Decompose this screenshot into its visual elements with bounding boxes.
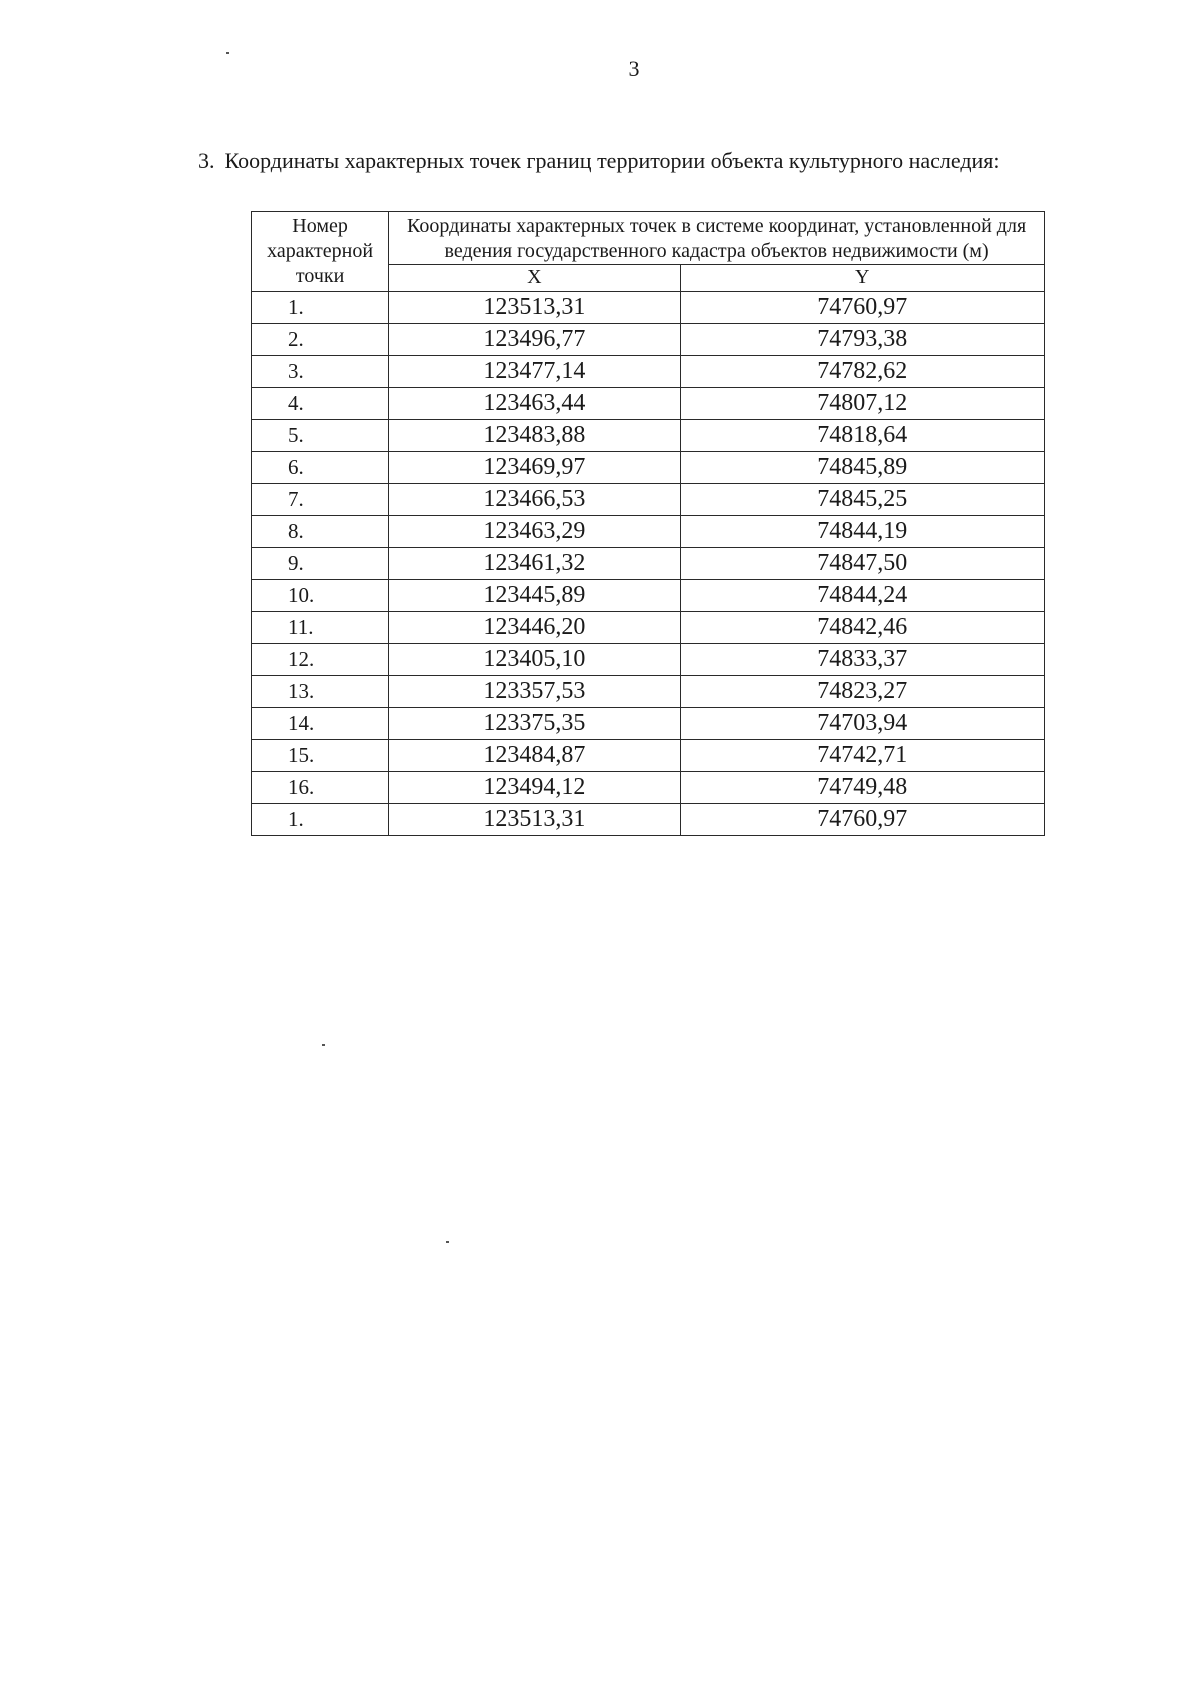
- cell-y: 74782,62: [680, 356, 1044, 388]
- table-row: [252, 644, 1045, 676]
- table-row: [252, 548, 1045, 580]
- cell-x: 123405,10: [389, 644, 680, 676]
- header-x: X: [389, 265, 680, 292]
- cell-x: 123375,35: [389, 708, 680, 740]
- table-row: [252, 580, 1045, 612]
- cell-y: 74842,46: [680, 612, 1044, 644]
- cell-point-number: 9.: [252, 548, 389, 580]
- cell-x: 123513,31: [389, 804, 680, 836]
- page-number: 3: [628, 56, 640, 81]
- cell-point-number: 15.: [252, 740, 389, 772]
- table-row: [252, 708, 1045, 740]
- cell-x: 123494,12: [389, 772, 680, 804]
- scan-speck: [322, 1044, 325, 1046]
- cell-point-number: 16.: [252, 772, 389, 804]
- cell-x: 123463,44: [389, 388, 680, 420]
- cell-point-number: 8.: [252, 516, 389, 548]
- cell-x: 123445,89: [389, 580, 680, 612]
- cell-y: 74833,37: [680, 644, 1044, 676]
- cell-y: 74760,97: [680, 292, 1044, 324]
- table-row: [252, 324, 1045, 356]
- cell-x: 123469,97: [389, 452, 680, 484]
- table-row: [252, 420, 1045, 452]
- table-header: [252, 212, 1045, 292]
- table-row: [252, 612, 1045, 644]
- cell-y: 74818,64: [680, 420, 1044, 452]
- table-row: [252, 516, 1045, 548]
- table-row: [252, 804, 1045, 836]
- header-point-number: Номер характерной точки: [252, 212, 389, 292]
- cell-y: 74823,27: [680, 676, 1044, 708]
- cell-x: 123357,53: [389, 676, 680, 708]
- cell-point-number: 11.: [252, 612, 389, 644]
- header-coordinates: Координаты характерных точек в системе координат, установленной для ведения государственного кадастра объектов недвижимости (м): [389, 212, 1045, 265]
- table-row: [252, 676, 1045, 708]
- cell-x: 123483,88: [389, 420, 680, 452]
- cell-y: 74807,12: [680, 388, 1044, 420]
- cell-x: 123484,87: [389, 740, 680, 772]
- section-title: Координаты характерных точек границ территории объекта культурного наследия:: [224, 148, 1000, 173]
- table-row: [252, 740, 1045, 772]
- scan-speck: [446, 1241, 449, 1243]
- cell-y: 74847,50: [680, 548, 1044, 580]
- cell-point-number: 1.: [252, 804, 389, 836]
- table-body: [252, 292, 1045, 836]
- cell-point-number: 10.: [252, 580, 389, 612]
- cell-x: 123446,20: [389, 612, 680, 644]
- cell-y: 74749,48: [680, 772, 1044, 804]
- table-row: [252, 356, 1045, 388]
- cell-y: 74793,38: [680, 324, 1044, 356]
- table-row: [252, 452, 1045, 484]
- table-row: [252, 388, 1045, 420]
- cell-point-number: 13.: [252, 676, 389, 708]
- scan-speck: [226, 52, 229, 54]
- cell-y: 74844,24: [680, 580, 1044, 612]
- cell-point-number: 12.: [252, 644, 389, 676]
- table-row: [252, 292, 1045, 324]
- coordinates-table: [251, 211, 1045, 836]
- cell-y: 74845,89: [680, 452, 1044, 484]
- table-row: [252, 772, 1045, 804]
- cell-point-number: 3.: [252, 356, 389, 388]
- cell-y: 74760,97: [680, 804, 1044, 836]
- table-row: [252, 484, 1045, 516]
- cell-point-number: 7.: [252, 484, 389, 516]
- cell-point-number: 1.: [252, 292, 389, 324]
- cell-point-number: 5.: [252, 420, 389, 452]
- cell-point-number: 2.: [252, 324, 389, 356]
- cell-point-number: 4.: [252, 388, 389, 420]
- section-heading: [198, 148, 1000, 174]
- cell-point-number: 6.: [252, 452, 389, 484]
- cell-y: 74742,71: [680, 740, 1044, 772]
- header-y: Y: [680, 265, 1044, 292]
- cell-x: 123477,14: [389, 356, 680, 388]
- cell-x: 123513,31: [389, 292, 680, 324]
- cell-y: 74845,25: [680, 484, 1044, 516]
- cell-x: 123461,32: [389, 548, 680, 580]
- cell-y: 74844,19: [680, 516, 1044, 548]
- cell-point-number: 14.: [252, 708, 389, 740]
- cell-x: 123463,29: [389, 516, 680, 548]
- section-number: 3.: [198, 148, 215, 173]
- cell-x: 123496,77: [389, 324, 680, 356]
- cell-x: 123466,53: [389, 484, 680, 516]
- cell-y: 74703,94: [680, 708, 1044, 740]
